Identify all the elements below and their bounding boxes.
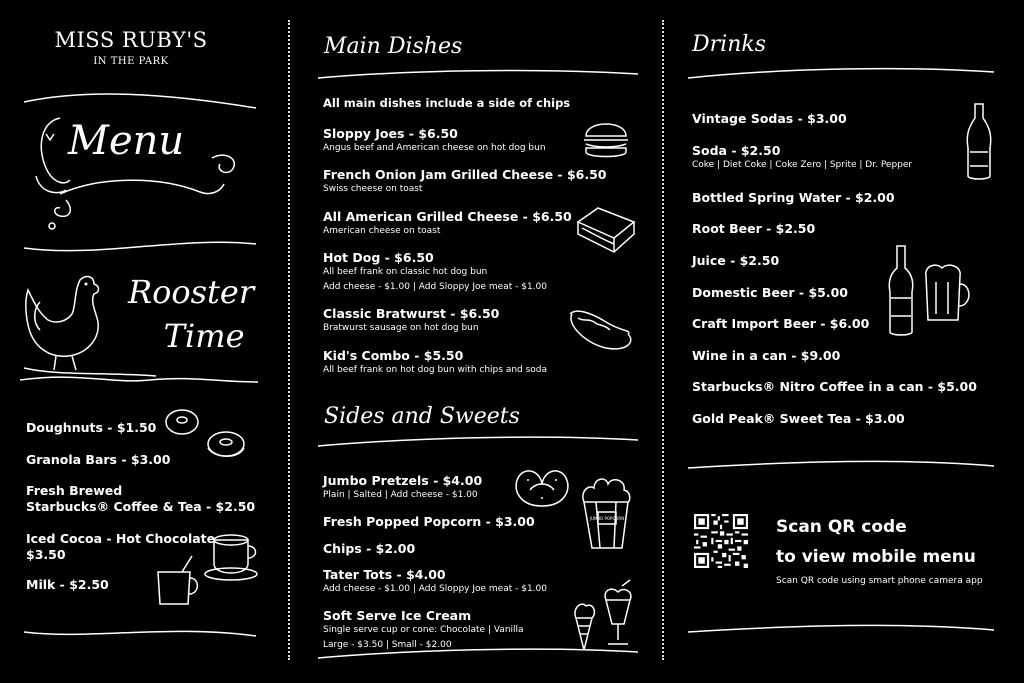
sides-sweets-title: Sides and Sweets bbox=[324, 404, 520, 429]
sandwich-icon bbox=[574, 204, 640, 260]
drink-item-juice: Juice - $2.50 bbox=[692, 253, 780, 268]
menu-item-iced-cocoa: Iced Cocoa - Hot Chocolate $3.50 bbox=[26, 531, 216, 562]
left-column bbox=[0, 0, 288, 683]
rooster-time-line2: Time bbox=[163, 317, 245, 355]
doughnut-icon bbox=[164, 404, 254, 464]
drink-item-bottled-water: Bottled Spring Water - $2.00 bbox=[692, 190, 895, 205]
drink-item-nitro-coffee: Starbucks® Nitro Coffee in a can - $5.00 bbox=[692, 379, 977, 394]
menu-item-french-onion-grilled-cheese: French Onion Jam Grilled Cheese - $6.50 Swiss cheese on toast bbox=[323, 167, 607, 194]
qr-code-icon bbox=[694, 514, 748, 568]
rooster-time-title bbox=[128, 270, 254, 358]
main-dishes-note: All main dishes include a side of chips bbox=[323, 96, 571, 110]
menu-item-classic-bratwurst: Classic Bratwurst - $6.50 Bratwurst sausage on hot dog bun bbox=[323, 306, 500, 333]
menu-item-chips: Chips - $2.00 bbox=[323, 541, 416, 556]
drink-item-domestic-beer: Domestic Beer - $5.00 bbox=[692, 285, 849, 300]
menu-item-milk: Milk - $2.50 bbox=[26, 577, 109, 592]
beer-bottle-icon bbox=[886, 244, 916, 338]
qr-heading-line1: Scan QR code bbox=[776, 517, 907, 537]
drink-item-root-beer: Root Beer - $2.50 bbox=[692, 221, 816, 236]
menu-item-doughnuts: Doughnuts - $1.50 bbox=[26, 420, 157, 435]
qr-caption: Scan QR code using smart phone camera app bbox=[776, 576, 983, 586]
ice-cream-cone-icon bbox=[572, 600, 596, 654]
rooster-time-line1: Rooster bbox=[128, 273, 255, 311]
middle-column bbox=[290, 0, 662, 683]
drinks-title: Drinks bbox=[692, 32, 766, 57]
menu-item-starbucks-coffee: Fresh Brewed Starbucks® Coffee & Tea - $2.50 bbox=[26, 483, 256, 514]
popcorn-icon bbox=[578, 472, 634, 552]
coffee-cup-icon bbox=[152, 530, 262, 610]
drink-item-craft-import-beer: Craft Import Beer - $6.00 bbox=[692, 316, 870, 331]
burger-icon bbox=[582, 120, 632, 160]
menu-item-jumbo-pretzels: Jumbo Pretzels - $4.00 Plain | Salted | Add cheese - $1.00 bbox=[323, 473, 483, 500]
soda-bottle-icon bbox=[964, 102, 994, 182]
main-dishes-title: Main Dishes bbox=[324, 34, 463, 59]
popcorn-box-label: JUMBO POPCORN bbox=[589, 516, 625, 521]
menu-item-hot-dog: Hot Dog - $6.50 All beef frank on classic hot dog bun Add cheese - $1.00 | Add Sloppy Joe meat - $1.00 bbox=[323, 250, 547, 292]
menu-item-sloppy-joes: Sloppy Joes - $6.50 Angus beef and American cheese on hot dog bun bbox=[323, 126, 546, 153]
menu-title: Menu bbox=[68, 118, 185, 164]
right-column bbox=[664, 0, 1024, 683]
qr-heading-line2: to view mobile menu bbox=[776, 547, 976, 567]
milkshake-icon bbox=[600, 580, 640, 650]
drink-item-sweet-tea: Gold Peak® Sweet Tea - $3.00 bbox=[692, 411, 905, 426]
menu-item-kids-combo: Kid's Combo - $5.50 All beef frank on hot dog bun with chips and soda bbox=[323, 348, 548, 375]
qr-heading bbox=[776, 512, 976, 572]
menu-item-popcorn: Fresh Popped Popcorn - $3.00 bbox=[323, 514, 535, 529]
brand-name: MISS RUBY'S bbox=[54, 28, 208, 52]
hot-dog-icon bbox=[566, 304, 636, 354]
drink-item-soda: Soda - $2.50 Coke | Diet Coke | Coke Zero | Sprite | Dr. Pepper bbox=[692, 143, 913, 170]
menu-item-tater-tots: Tater Tots - $4.00 Add cheese - $1.00 | Add Sloppy Joe meat - $1.00 bbox=[323, 567, 547, 594]
menu-item-granola-bars: Granola Bars - $3.00 bbox=[26, 452, 171, 467]
brand-subtitle: IN THE PARK bbox=[93, 56, 169, 67]
menu-item-all-american-grilled-cheese: All American Grilled Cheese - $6.50 American cheese on toast bbox=[323, 209, 572, 236]
drink-item-wine: Wine in a can - $9.00 bbox=[692, 348, 841, 363]
drink-item-vintage-sodas: Vintage Sodas - $3.00 bbox=[692, 111, 847, 126]
beer-mug-icon bbox=[922, 262, 974, 326]
pretzel-icon bbox=[510, 460, 574, 514]
menu-item-soft-serve: Soft Serve Ice Cream Single serve cup or cone: Chocolate | Vanilla Large - $3.50 | Small - $2.00 bbox=[323, 608, 524, 650]
